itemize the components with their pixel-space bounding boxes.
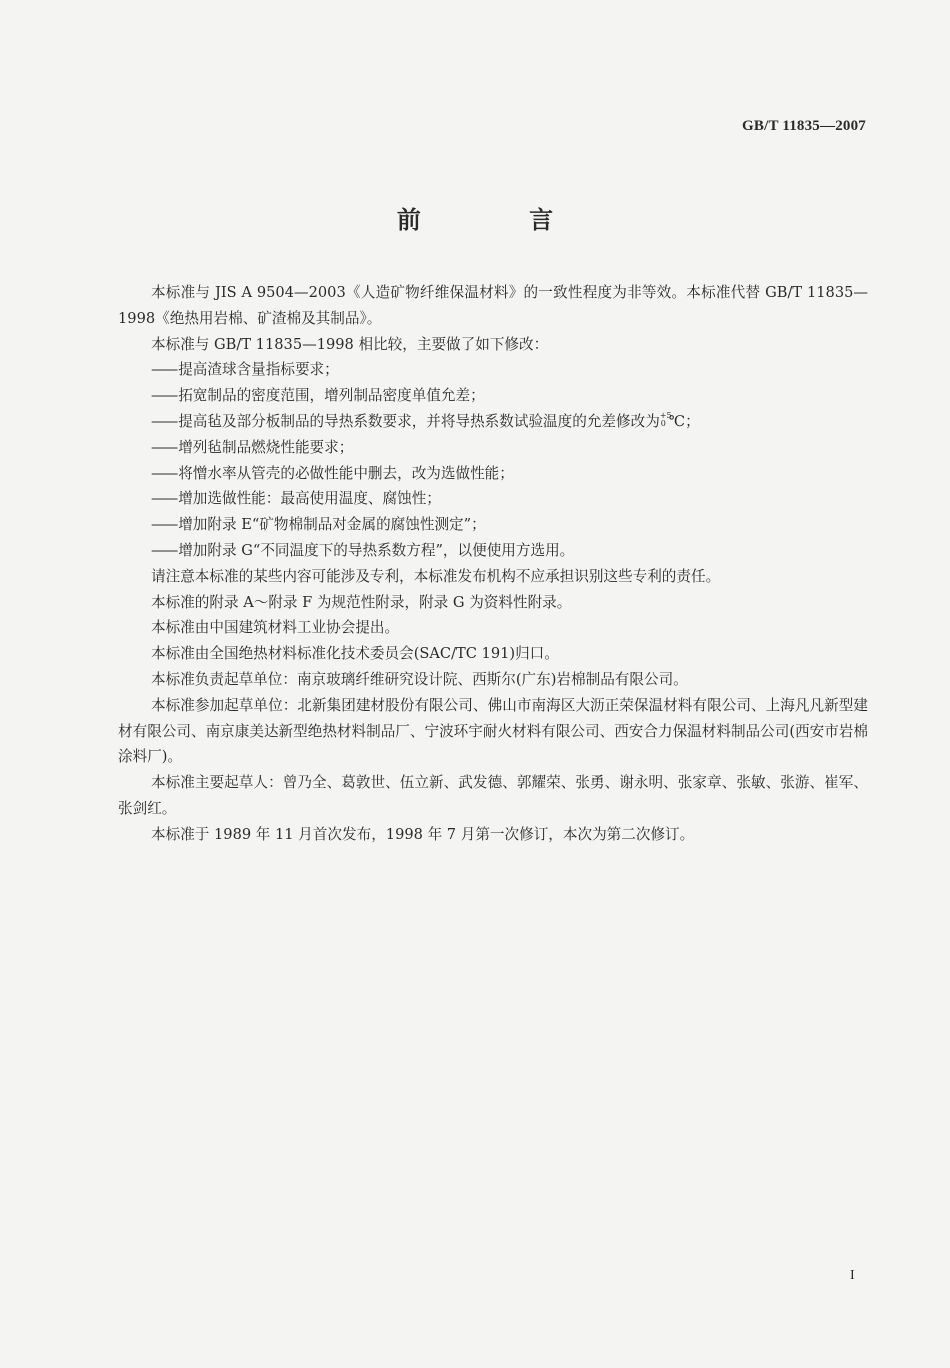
standard-code: GB/T 11835—2007 xyxy=(742,118,866,134)
change-item: —— 增加附录 E“矿物棉制品对金属的腐蚀性测定”； xyxy=(151,516,486,534)
paragraph-proposer: 本标准由中国建筑材料工业协会提出。 xyxy=(151,619,400,637)
paragraph-changes-intro: 本标准与 GB/T 11835—1998 相比较，主要做了如下修改： xyxy=(151,335,549,353)
change-item: —— 提高毡及部分板制品的导热系数要求，并将导热系数试验温度的允差修改为 +5 0 ℃； xyxy=(151,410,700,430)
change-item: —— 提高渣球含量指标要求； xyxy=(151,361,339,379)
paragraph-patent-notice: 请注意本标准的某些内容可能涉及专利，本标准发布机构不应承担识别这些专利的责任。 xyxy=(151,567,721,585)
paragraph-lead-drafters: 本标准负责起草单位：南京玻璃纤维研究设计院、西斯尔(广东)岩棉制品有限公司。 xyxy=(151,670,688,688)
change-item: —— 增列毡制品燃烧性能要求； xyxy=(151,438,354,456)
change-item: —— 拓宽制品的密度范围，增列制品密度单值允差； xyxy=(151,387,485,405)
paragraph-revision-history: 本标准于 1989 年 11 月首次发布，1998 年 7 月第一次修订，本次为第二次修订。 xyxy=(151,825,695,843)
page-number: I xyxy=(850,1268,855,1283)
paragraph-annexes: 本标准的附录 A～附录 F 为规范性附录，附录 G 为资料性附录。 xyxy=(151,593,572,611)
paragraph-committee: 本标准由全国绝热材料标准化技术委员会(SAC/TC 191)归口。 xyxy=(151,645,559,663)
temperature-tolerance: +5 0 xyxy=(659,410,672,428)
change-item: —— 将憎水率从管壳的必做性能中删去，改为选做性能； xyxy=(151,464,514,482)
paragraph-participating-drafters: 本标准参加起草单位：北新集团建材股份有限公司、佛山市南海区大沥正荣保温材料有限公司、上海凡凡新型建材有限公司、南京康美达新型绝热材料制品厂、宁波环宇耐火材料有限公司、西安合力保温材料制品公司(西安市岩棉涂料厂)。 xyxy=(118,696,868,766)
foreword-body xyxy=(118,280,868,848)
paragraph-main-drafters: 本标准主要起草人：曾乃全、葛敦世、伍立新、武发德、郭耀荣、张勇、谢永明、张家章、张敏、张游、崔军、张剑红。 xyxy=(118,774,868,817)
page-title: 前 言 xyxy=(396,205,604,234)
change-item: —— 增加选做性能：最高使用温度、腐蚀性； xyxy=(151,490,441,508)
change-item: —— 增加附录 G“不同温度下的导热系数方程”，以便使用方选用。 xyxy=(151,541,575,559)
paragraph-equivalence: 本标准与 JIS A 9504—2003《人造矿物纤维保温材料》的一致性程度为非等效。本标准代替 GB/T 11835—1998《绝热用岩棉、矿渣棉及其制品》。 xyxy=(118,284,868,327)
